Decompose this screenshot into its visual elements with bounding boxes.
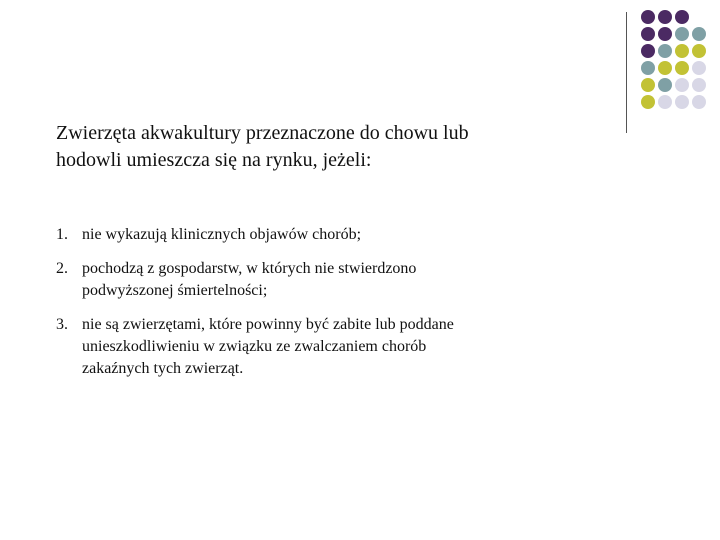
decorative-divider-line <box>626 12 627 133</box>
decorative-dot <box>692 95 706 109</box>
list-text-line: zakaźnych tych zwierząt. <box>82 360 244 377</box>
list-text-line: pochodzą z gospodarstw, w których nie stwierdzono <box>82 260 417 277</box>
list-text-line: nie są zwierzętami, które powinny być zabite lub poddane <box>82 316 454 333</box>
list-number: 3. <box>56 316 68 333</box>
title-line: Zwierzęta akwakultury przeznaczone do chowu lub <box>56 122 469 144</box>
decorative-dot <box>675 61 689 75</box>
decorative-dot <box>692 61 706 75</box>
list-item <box>56 314 616 380</box>
list-text-line: nie wykazują klinicznych objawów chorób; <box>82 226 362 243</box>
slide-title <box>56 120 636 174</box>
decorative-dot <box>675 44 689 58</box>
decorative-dot <box>641 10 655 24</box>
decorative-dot <box>692 78 706 92</box>
decorative-dot <box>658 78 672 92</box>
decorative-dot <box>692 44 706 58</box>
decorative-dot <box>641 95 655 109</box>
decorative-dot <box>641 27 655 41</box>
decorative-dot <box>675 27 689 41</box>
title-line: hodowli umieszcza się na rynku, jeżeli: <box>56 149 372 171</box>
decorative-dot <box>658 61 672 75</box>
conditions-list <box>56 224 616 392</box>
list-item <box>56 258 616 302</box>
list-text-line: unieszkodliwieniu w związku ze zwalczaniem chorób <box>82 338 427 355</box>
list-number: 1. <box>56 226 68 243</box>
decorative-dot <box>675 95 689 109</box>
list-number: 2. <box>56 260 68 277</box>
list-item <box>56 224 616 246</box>
decorative-dot <box>641 78 655 92</box>
list-text-line: podwyższonej śmiertelności; <box>82 282 268 299</box>
decorative-dot <box>641 44 655 58</box>
decorative-dot <box>692 27 706 41</box>
decorative-dot <box>658 44 672 58</box>
decorative-dot <box>658 10 672 24</box>
decorative-dot <box>641 61 655 75</box>
decorative-dot <box>658 27 672 41</box>
decorative-dot <box>675 78 689 92</box>
decorative-dot <box>675 10 689 24</box>
decorative-dot <box>658 95 672 109</box>
